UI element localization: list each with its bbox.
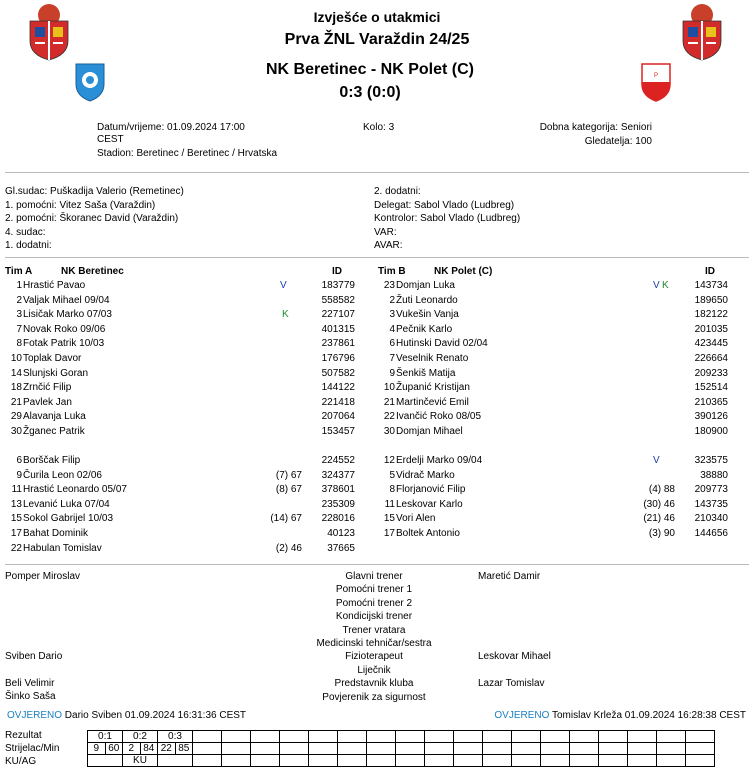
player-sub-minute: (14) 67 [270,513,302,525]
player-number: 22 [10,542,22,554]
result-row-label: Rezultat [5,730,42,741]
scorer-cell: 2 [123,743,141,755]
match-timezone: CEST [97,134,124,145]
player-id: 209773 [694,484,728,496]
player-name: Ivančić Roko 08/05 [396,411,482,423]
player-name: Čurila Leon 02/06 [23,469,102,481]
player-name: Županić Kristijan [396,382,470,394]
staff-role-label: Pomoćni trener 1 [335,584,413,596]
player-name: Pavlek Jan [23,396,72,408]
player-number: 4 [389,323,395,335]
player-id: 210340 [694,513,728,525]
player-number: 21 [10,396,22,408]
team-b-club-rep: Lazar Tomislav [478,678,545,689]
player-number: 18 [10,382,22,394]
scorer-cell: 22 [158,743,176,755]
empty-cell [425,755,454,767]
empty-cell [599,731,628,743]
team-b-label: Tim B [378,266,406,277]
empty-cell [628,755,657,767]
player-name: Vidrač Marko [396,469,455,481]
player-number: 8 [16,338,22,350]
player-number: 10 [383,382,395,394]
official-right-line: Kontrolor: Sabol Vlado (Ludbreg) [374,213,521,224]
team-a-name: NK Beretinec [61,266,124,277]
player-id: 143735 [694,498,728,510]
score-cell: 0:2 [123,731,158,743]
empty-cell [628,731,657,743]
score-cell: 0:1 [88,731,123,743]
player-name: Šenkiš Matija [396,367,456,379]
empty-cell [599,743,628,755]
player-id: 324377 [321,469,355,481]
official-left-line: 4. sudac: [5,226,46,238]
team-b-id-header: ID [705,266,715,277]
player-sub-minute: (3) 90 [648,528,675,539]
player-name: Erdelji Marko 09/04 [396,455,483,466]
player-number: 22 [383,411,395,423]
player-number: 2 [16,294,22,306]
player-name: Levanić Luka 07/04 [23,498,110,510]
result-grid [87,730,715,767]
player-number: 11 [11,484,22,496]
player-number: 11 [384,498,395,510]
player-name: Hutinski David 02/04 [396,338,488,350]
player-sub-minute: (7) 67 [275,469,302,481]
player-number: 14 [10,367,22,379]
player-name: Borščak Filip [23,455,81,466]
player-number: 17 [383,528,395,539]
team-b-verification [494,710,746,721]
player-number: 30 [383,426,395,437]
player-mark: V [653,280,660,291]
empty-cell [541,731,570,743]
staff-role-label: Predstavnik kluba [334,678,414,690]
empty-cell [222,731,251,743]
player-number: 5 [389,469,395,481]
player-id: 378601 [321,484,355,496]
player-name: Boltek Antonio [396,528,460,539]
player-name: Martinčević Emil [396,396,469,408]
player-name: Alavanja Luka [23,411,86,423]
team-b-physio: Leskovar Mihael [478,651,551,662]
staff-role-label: Trener vratara [342,624,406,636]
empty-cell [280,731,309,743]
empty-cell [251,731,280,743]
empty-cell [686,731,715,743]
empty-cell [396,731,425,743]
empty-cell [338,755,367,767]
empty-cell [251,755,280,767]
player-id: 176796 [321,353,355,364]
player-id: 423445 [694,338,728,350]
empty-cell [686,743,715,755]
player-mark-k: K [282,309,289,321]
player-id: 224552 [321,455,355,466]
player-name: Habulan Tomislav [23,542,102,554]
player-number: 7 [389,353,395,364]
empty-cell [570,731,599,743]
player-name: Žuti Leonardo [396,294,458,306]
player-number: 9 [16,469,22,481]
player-sub-minute: (8) 67 [275,484,302,496]
player-id: 228016 [321,513,355,525]
empty-cell [396,743,425,755]
player-name: Lisičak Marko 07/03 [23,309,112,321]
player-name: Novak Roko 09/06 [23,323,106,335]
player-name: Hrastić Pavao [23,280,86,291]
empty-cell [309,743,338,755]
staff-role-label: Fizioterapeut [345,651,403,663]
team-a-physio: Sviben Dario [5,651,63,662]
player-name: Florjanović Filip [396,484,466,496]
team-a-verification [7,710,246,721]
scorer-row-label: Strijelac/Min [5,743,60,754]
official-right-line: 2. dodatni: [374,186,421,197]
player-number: 13 [10,498,22,510]
player-name: Žganec Patrik [23,426,85,437]
match-title: NK Beretinec - NK Polet (C) [265,61,475,78]
empty-cell [367,755,396,767]
empty-cell [483,755,512,767]
team-a-security: Šinko Saša [5,691,56,702]
player-sub-minute: (4) 88 [648,484,675,496]
staff-role-label: Pomoćni trener 2 [335,597,413,609]
team-a-id-header: ID [332,266,342,277]
player-id: 182122 [694,309,728,321]
player-sub-minute: (2) 46 [275,542,302,554]
svg-text:P: P [653,73,659,79]
empty-cell [222,755,251,767]
player-id: 153457 [321,426,355,437]
player-id: 237861 [321,338,355,350]
team-b-head-coach: Maretić Damir [478,571,541,582]
player-name: Domjan Luka [396,280,455,291]
verification-a-text: Dario Sviben 01.09.2024 16:31:36 CEST [64,710,247,721]
player-id: 201035 [694,323,728,335]
player-number: 17 [10,528,22,539]
player-number: 12 [383,455,395,466]
empty-cell [454,731,483,743]
empty-cell [541,743,570,755]
official-left-line: Gl.sudac: Puškadija Valerio (Remetinec) [5,186,184,197]
scorer-cell: 84 [140,743,158,755]
official-right-line: VAR: [374,226,397,238]
empty-cell [222,743,251,755]
player-number: 2 [389,294,395,306]
player-number: 29 [10,411,22,423]
empty-cell [483,743,512,755]
empty-cell [396,755,425,767]
official-left-line: 1. pomoćni: Vitez Saša (Varaždin) [5,199,156,211]
player-number: 10 [10,353,22,364]
player-id: 183779 [321,280,355,291]
official-left-line: 1. dodatni: [5,240,52,251]
empty-cell [367,743,396,755]
player-number: 1 [16,280,22,291]
empty-cell [158,755,193,767]
player-number: 15 [383,513,395,525]
empty-cell [193,755,222,767]
player-mark: V [280,280,287,291]
team-a-label: Tim A [5,266,33,277]
empty-cell [454,743,483,755]
empty-cell [338,731,367,743]
empty-cell [541,755,570,767]
empty-cell [425,731,454,743]
empty-cell [309,755,338,767]
player-name: Slunjski Goran [23,367,89,379]
empty-cell [628,743,657,755]
staff-role-label: Kondicijski trener [335,611,413,623]
player-id: 209233 [694,367,728,379]
player-id: 143734 [694,280,728,291]
official-right-line: AVAR: [374,240,403,251]
empty-cell [512,755,541,767]
player-name: Domjan Mihael [396,426,463,437]
match-stadium: Stadion: Beretinec / Beretinec / Hrvatska [97,148,278,159]
player-number: 30 [10,426,22,437]
empty-cell [280,743,309,755]
player-sub-minute: (30) 46 [643,498,675,510]
scorer-cell: 60 [105,743,123,755]
player-name: Sokol Gabrijel 10/03 [23,513,114,525]
empty-cell [657,755,686,767]
player-name: Vori Alen [396,513,436,525]
player-id: 207064 [321,411,355,423]
spectators: Gledatelja: 100 [584,136,652,147]
player-number: 15 [10,513,22,525]
match-round: Kolo: 3 [363,122,395,133]
player-name: Leskovar Karlo [396,498,463,510]
player-id: 226664 [694,353,728,364]
empty-cell [367,731,396,743]
age-category: Dobna kategorija: Seniori [539,122,652,133]
empty-cell [193,731,222,743]
staff-role-label: Liječnik [357,664,391,676]
player-id: 189650 [694,294,728,306]
player-name: Veselnik Renato [396,353,469,364]
player-name: Zrnčić Filip [23,382,72,394]
report-title: Izvješće o utakmici [313,9,441,25]
player-name: Toplak Davor [23,353,82,364]
player-number: 7 [16,323,22,335]
empty-cell [483,731,512,743]
player-mark: V [653,455,660,466]
player-name: Bahat Dominik [23,528,89,539]
empty-cell [251,743,280,755]
empty-cell [512,731,541,743]
scorer-cell: 85 [175,743,193,755]
player-number: 21 [383,396,395,408]
player-id: 152514 [694,382,728,394]
ok-label-b: OVJERENO [494,710,550,721]
player-id: 558582 [321,294,355,306]
verification-b-text: Tomislav Krleža 01.09.2024 16:28:38 CEST [552,710,746,721]
ok-label-a: OVJERENO [7,710,63,721]
score-cell: 0:3 [158,731,193,743]
competition-title: Prva ŽNL Varaždin 24/25 [284,31,470,48]
player-id: 323575 [694,455,728,466]
player-number: 9 [389,367,395,379]
player-number: 23 [383,280,395,291]
player-name: Fotak Patrik 10/03 [23,338,105,350]
ku-row-label: KU/AG [5,756,37,767]
match-score: 0:3 (0:0) [339,84,401,101]
empty-cell [309,731,338,743]
team-a-club-rep: Beli Velimir [5,678,55,689]
player-name: Vukešin Vanja [396,309,459,321]
empty-cell [280,755,309,767]
scorer-cell: 9 [88,743,106,755]
empty-cell [570,755,599,767]
ku-cell: KU [123,755,158,767]
player-id: 235309 [321,498,355,510]
staff-role-label: Glavni trener [345,571,403,582]
player-number: 3 [16,309,22,321]
player-id: 507582 [321,367,355,379]
match-datetime: Datum/vrijeme: 01.09.2024 17:00 [97,122,245,133]
player-id: 38880 [700,469,728,481]
player-sub-minute: (21) 46 [643,513,675,525]
player-number: 6 [389,338,395,350]
official-left-line: 2. pomoćni: Škoranec David (Varaždin) [5,213,179,224]
player-id: 37665 [327,542,355,554]
player-id: 40123 [327,528,355,539]
team-b-name: NK Polet (C) [434,266,493,277]
team-a-head-coach: Pomper Miroslav [5,571,81,582]
empty-cell [657,743,686,755]
staff-role-label: Medicinski tehničar/sestra [316,638,432,649]
player-id: 144656 [694,528,728,539]
player-number: 6 [16,455,22,466]
player-name: Hrastić Leonardo 05/07 [23,484,127,496]
player-id: 221418 [321,396,355,408]
player-mark-k: K [662,280,669,291]
player-name: Pečnik Karlo [396,323,453,335]
empty-cell [686,755,715,767]
player-id: 390126 [694,411,728,423]
player-number: 8 [389,484,395,496]
empty-cell [193,743,222,755]
player-number: 3 [389,309,395,321]
player-id: 210365 [694,396,728,408]
empty-cell [88,755,123,767]
empty-cell [657,731,686,743]
empty-cell [599,755,628,767]
empty-cell [570,743,599,755]
player-id: 401315 [321,323,355,335]
empty-cell [454,755,483,767]
player-id: 227107 [321,309,355,321]
player-id: 180900 [694,426,728,437]
empty-cell [338,743,367,755]
player-id: 144122 [321,382,355,394]
empty-cell [425,743,454,755]
player-name: Valjak Mihael 09/04 [23,294,110,306]
official-right-line: Delegat: Sabol Vlado (Ludbreg) [374,199,515,211]
staff-role-label: Povjerenik za sigurnost [322,691,426,703]
empty-cell [512,743,541,755]
